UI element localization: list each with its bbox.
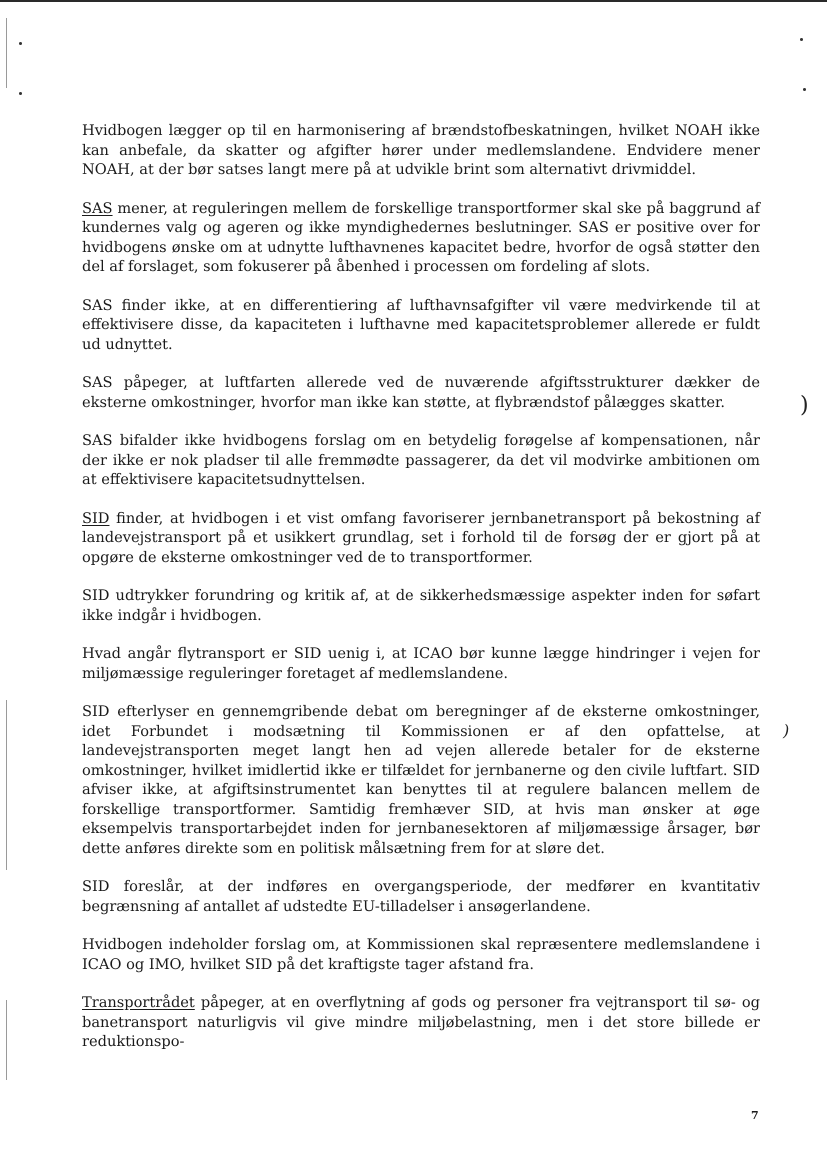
paragraph-text: Hvidbogen indeholder forslag om, at Kommissionen skal repræsentere medlemslandene i ICAO og IMO, hvilket SID på det kraftigste tager afstand fra.: [82, 936, 760, 973]
paragraph-text: mener, at reguleringen mellem de forskellige transportformer skal ske på baggrund af kundernes valg og ageren og ikke myndighedernes beslutninger. SAS er positive over for hvidbogens ønske om at udnytte lufthavnenes kapacitet bedre, hvorfor de også støtter den del af forslaget, som fokuserer på åbenhed i processen om fordeling af slots.: [82, 199, 760, 275]
left-scan-edge: [6, 1000, 7, 1080]
paragraph-8: [82, 644, 760, 683]
paragraph-7: [82, 586, 760, 625]
document-body: [82, 121, 760, 1071]
scan-speck: [19, 42, 22, 45]
paragraph-text: SAS påpeger, at luftfarten allerede ved de nuværende afgiftsstrukturer dækker de eksterne omkostninger, hvorfor man ikke kan støtte, at flybrændstof pålægges skatter.: [82, 374, 760, 411]
paragraph-text: SID udtrykker forundring og kritik af, at de sikkerhedsmæssige aspekter inden for søfart ikke indgår i hvidbogen.: [82, 587, 760, 624]
paragraph-text: finder, at hvidbogen i et vist omfang favoriserer jernbanetransport på bekostning af landevejstransport på et usikkert grundlag, set i forhold til de forsøg der er gjort på at opgøre de eksterne omkostninger ved de to transportformer.: [82, 509, 760, 566]
paragraph-4: [82, 373, 760, 412]
paragraph-text: SAS bifalder ikke hvidbogens forslag om en betydelig forøgelse af kompensationen, når der ikke er nok pladser til alle fremmødte passagerer, da det vil modvirke ambitionen om at effektivisere kapacitetsudnyttelsen.: [82, 432, 760, 488]
paragraph-text: Hvad angår flytransport er SID uenig i, at ICAO bør kunne lægge hindringer i vejen for miljømæssige reguleringer foretaget af medlemslandene.: [82, 645, 760, 682]
paragraph-11: [82, 935, 760, 974]
paragraph-text: SID efterlyser en gennemgribende debat om beregninger af de eksterne omkostninger, idet Forbundet i modsætning til Kommissionen er af den opfattelse, at landevejstransporten meget langt hen ad vejen allerede betaler for de eksterne omkostninger, hvilket imidlertid ikke er tilfældet for jernbanerne og den civile luftfart. SID afviser ikke, at afgiftsinstrumentet kan benyttes til at regulere balancen mellem de forskellige transportformer. Samtidig fremhæver SID, at hvis man ønsker at øge eksempelvis transportarbejdet inden for jernbanesektoren af miljømæssige årsager, bør dette anføres direkte som en politisk målsætning frem for at sløre det.: [82, 703, 760, 857]
paragraph-2: [82, 199, 760, 277]
paragraph-text: SAS finder ikke, at en differentiering af lufthavnsafgifter vil være medvirkende til at effektivisere disse, da kapaciteten i lufthavne med kapacitetsproblemer allerede er fuldt ud udnyttet.: [82, 296, 760, 353]
margin-bracket-mark: ): [800, 393, 809, 418]
organization-name: SID: [82, 509, 110, 527]
organization-name: SAS: [82, 199, 113, 217]
page-number: 7: [751, 1109, 759, 1122]
paragraph-6: [82, 509, 760, 568]
paragraph-12: [82, 993, 760, 1052]
paragraph-3: [82, 296, 760, 355]
top-scan-rule: [0, 0, 827, 2]
scan-speck: [800, 38, 803, 41]
scan-speck: [803, 88, 806, 91]
paragraph-text: påpeger, at en overflytning af gods og personer fra vejtransport til sø- og banetransport naturligvis vil give mindre miljøbelastning, men i det store billede er reduktionspo-: [82, 994, 760, 1050]
left-scan-edge: [6, 700, 7, 870]
paragraph-5: [82, 431, 760, 490]
paragraph-text: Hvidbogen lægger op til en harmonisering af brændstofbeskatningen, hvilket NOAH ikke kan anbefale, da skatter og afgifter hører under medlemslandene. Endvidere mener NOAH, at der bør satses langt mere på at udvikle brint som alternativt drivmiddel.: [82, 122, 760, 178]
paragraph-10: [82, 877, 760, 916]
margin-bracket-mark: ): [783, 721, 790, 740]
organization-name: Transportrådet: [82, 994, 195, 1011]
paragraph-text: SID foreslår, at der indføres en overgangsperiode, der medfører en kvantitativ begrænsning af antallet af udstedte EU-tilladelser i ansøgerlandene.: [82, 878, 760, 915]
left-scan-edge: [6, 18, 7, 88]
paragraph-1: [82, 121, 760, 180]
scan-speck: [19, 92, 22, 95]
paragraph-9: [82, 702, 760, 858]
